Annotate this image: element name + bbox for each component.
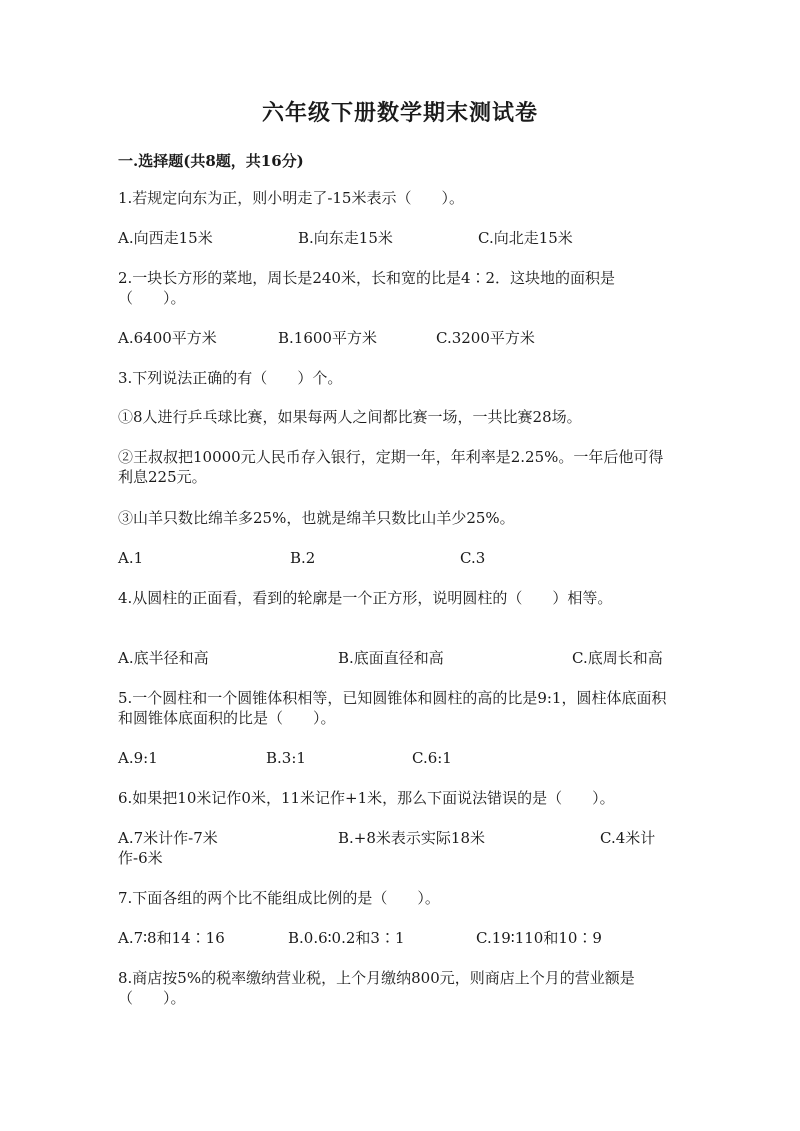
question-5-option-c: C.6:1 — [412, 749, 452, 767]
question-4-stem: 4.从圆柱的正面看，看到的轮廓是一个正方形，说明圆柱的（ ）相等。 — [118, 589, 613, 607]
question-4-option-a: A.底半径和高 — [118, 649, 209, 667]
question-7-option-a: A.7∶8和14∶16 — [118, 929, 225, 947]
question-1-stem: 1.若规定向东为正，则小明走了-15米表示（ ）。 — [118, 189, 464, 207]
question-5-stem: 5.一个圆柱和一个圆锥体积相等，已知圆锥体和圆柱的高的比是9:1，圆柱体底面积和圆锥体底面积的比是（ ）。 — [118, 689, 667, 727]
question-6-option-c: C.4米计作-6米 — [118, 829, 656, 867]
question-4-option-c: C.底周长和高 — [572, 649, 663, 667]
question-5-option-a: A.9:1 — [118, 749, 158, 767]
question-3-statement-1: ①8人进行乒乓球比赛，如果每两人之间都比赛一场，一共比赛28场。 — [118, 408, 582, 426]
question-3-stem: 3.下列说法正确的有（ ）个。 — [118, 369, 343, 387]
question-2-stem: 2.一块长方形的菜地，周长是240米，长和宽的比是4∶2．这块地的面积是（ ）。 — [118, 269, 616, 307]
question-6-option-a: A.7米计作-7米 — [118, 829, 218, 847]
question-6-option-b: B.+8米表示实际18米 — [338, 829, 485, 847]
question-7-stem: 7.下面各组的两个比不能组成比例的是（ ）。 — [118, 889, 440, 907]
question-1-option-b: B.向东走15米 — [298, 229, 393, 247]
question-2-option-c: C.3200平方米 — [436, 329, 535, 347]
page-title: 六年级下册数学期末测试卷 — [261, 100, 538, 126]
question-6-stem: 6.如果把10米记作0米，11米记作+1米，那么下面说法错误的是（ ）。 — [118, 789, 615, 807]
question-3-option-c: C.3 — [460, 549, 486, 567]
question-3-option-a: A.1 — [118, 549, 144, 567]
question-3-option-b: B.2 — [290, 549, 316, 567]
question-3-statement-2: ②王叔叔把10000元人民币存入银行，定期一年，年利率是2.25%。一年后他可得利息225元。 — [118, 448, 664, 486]
question-4-option-b: B.底面直径和高 — [338, 649, 444, 667]
question-1-option-a: A.向西走15米 — [118, 229, 213, 247]
question-8-stem: 8.商店按5%的税率缴纳营业税，上个月缴纳800元，则商店上个月的营业额是（ ）。 — [118, 969, 635, 1007]
question-2-option-a: A.6400平方米 — [118, 329, 217, 347]
question-2-option-b: B.1600平方米 — [278, 329, 377, 347]
section-heading: 一.选择题(共8题，共16分) — [118, 152, 304, 170]
question-1-option-c: C.向北走15米 — [478, 229, 573, 247]
question-7-option-c: C.19∶110和10∶9 — [476, 929, 602, 947]
question-7-option-b: B.0.6∶0.2和3∶1 — [288, 929, 405, 947]
question-5-option-b: B.3:1 — [266, 749, 306, 767]
question-3-statement-3: ③山羊只数比绵羊多25%，也就是绵羊只数比山羊少25%。 — [118, 509, 515, 527]
